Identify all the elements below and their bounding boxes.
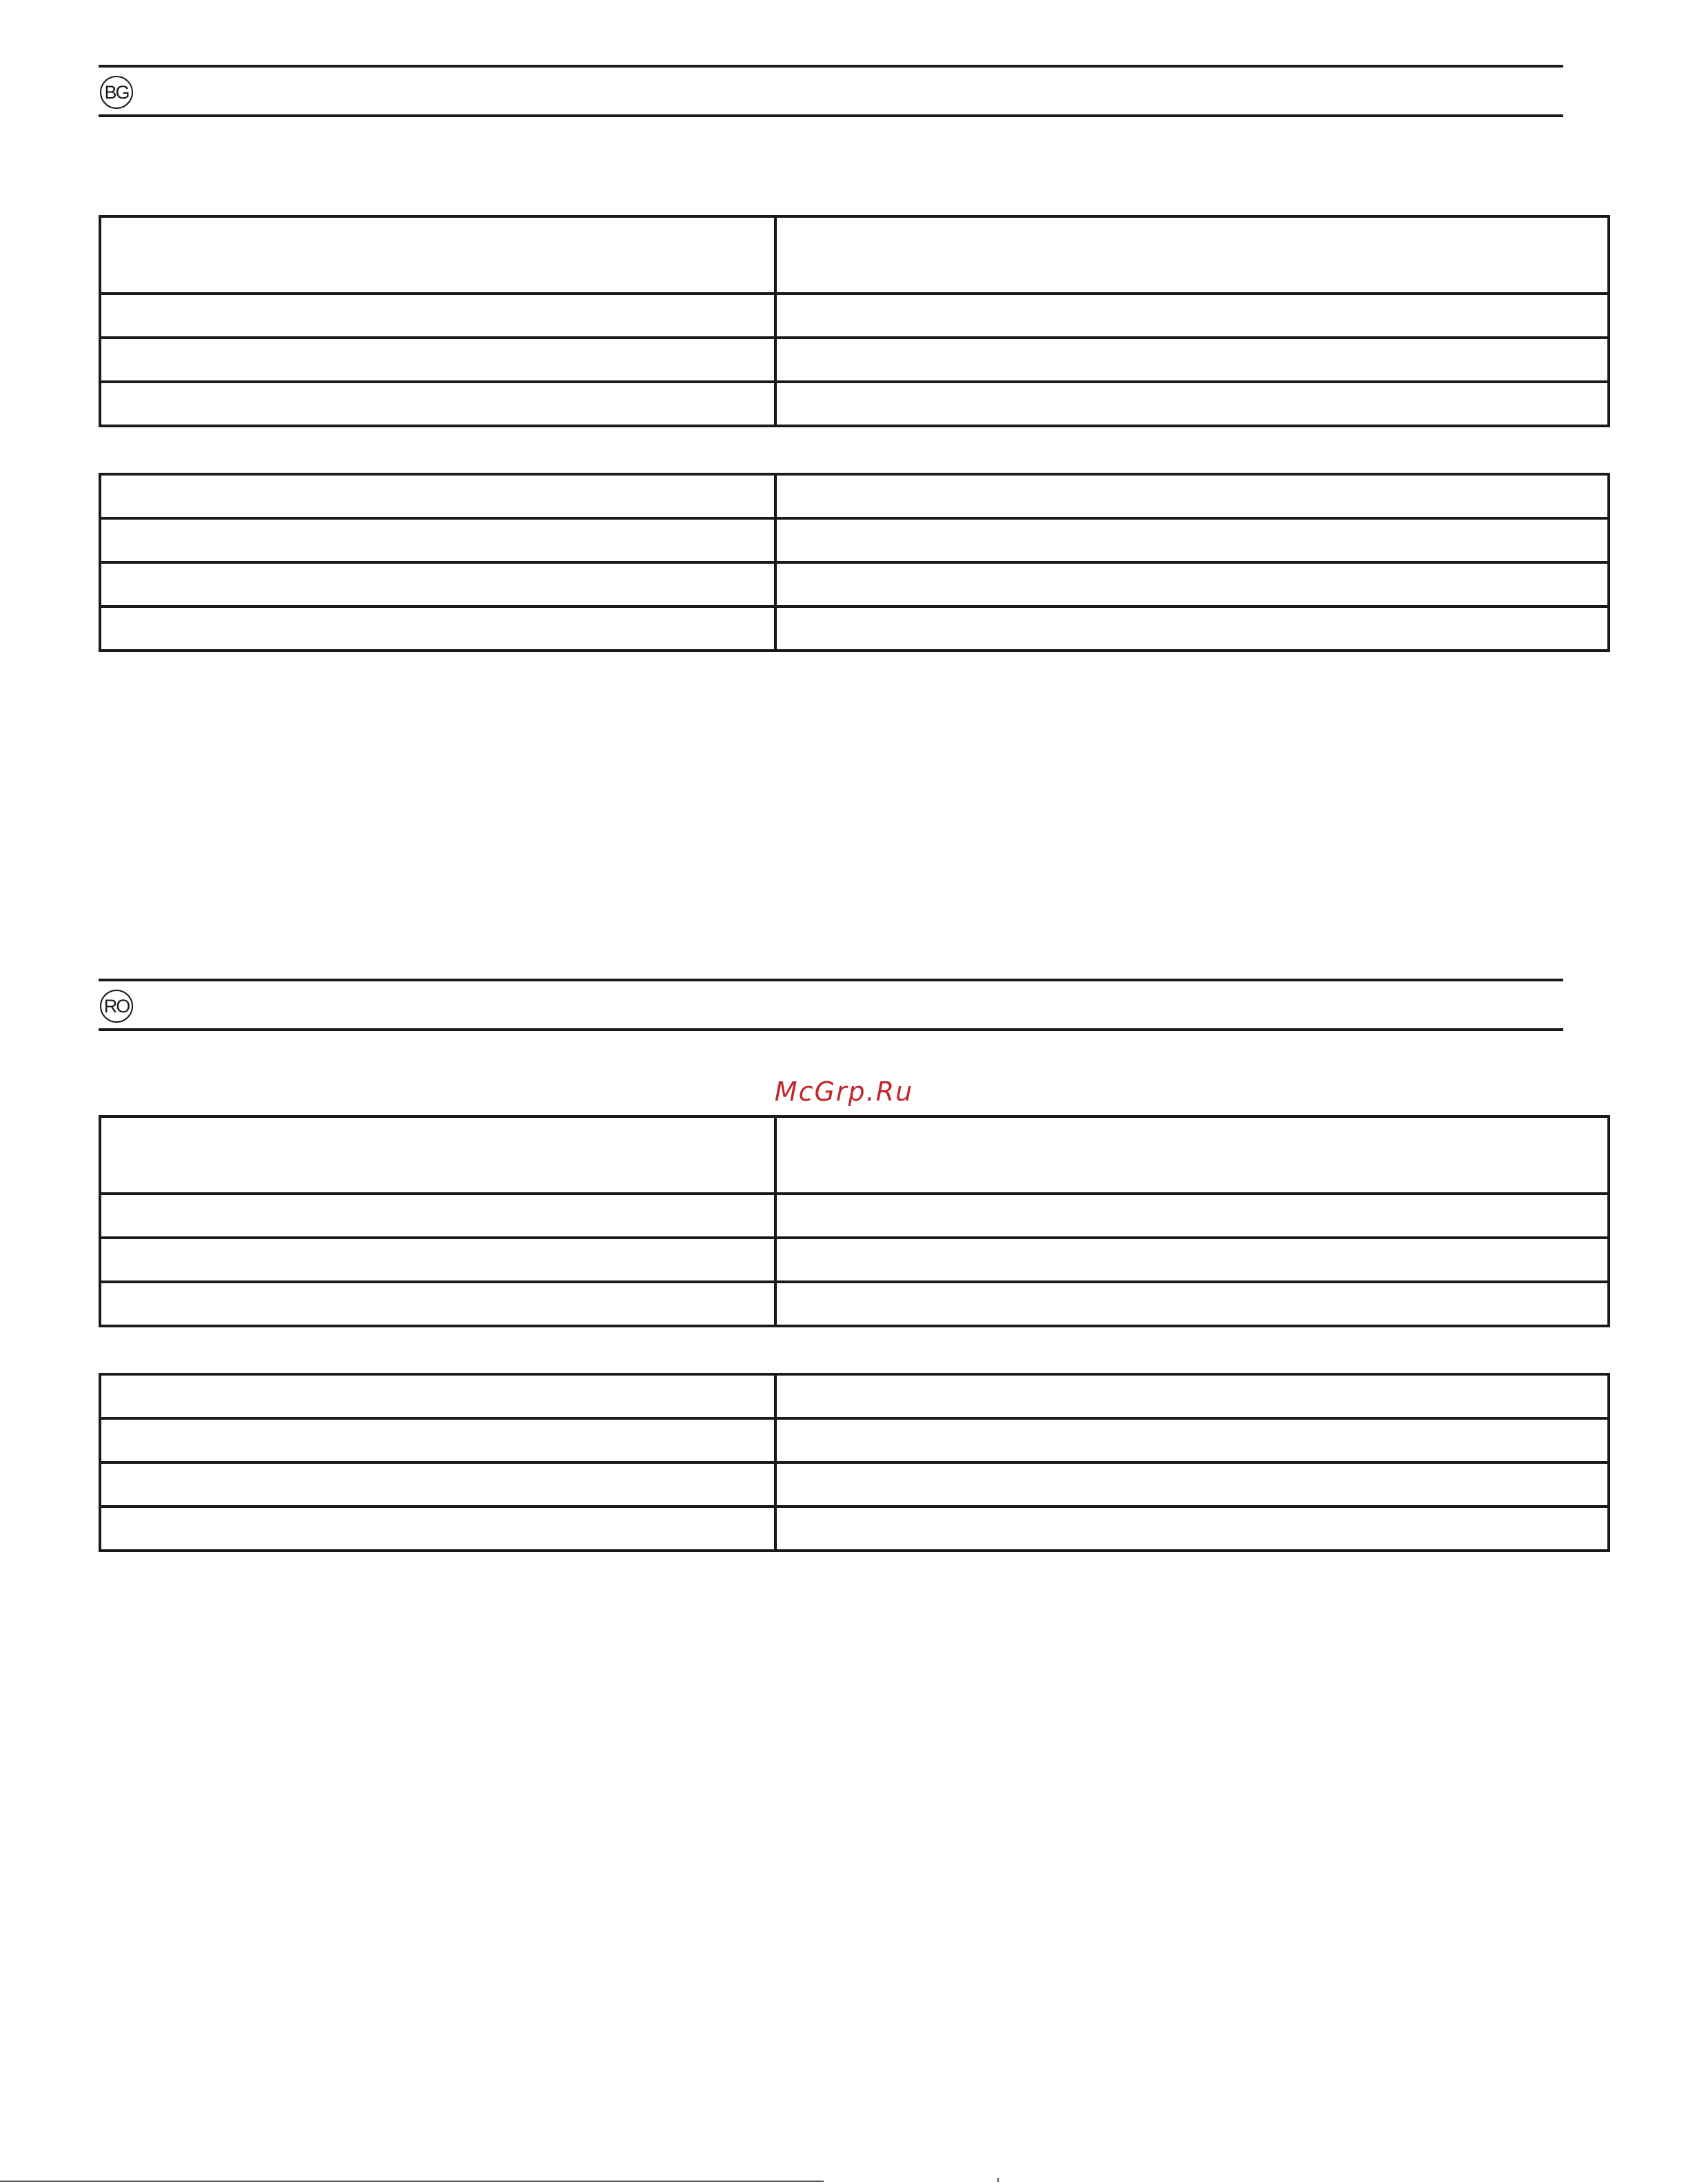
table-cell — [100, 1116, 775, 1194]
table-cell — [775, 474, 1609, 518]
table-cell — [100, 606, 775, 651]
table-cell — [775, 1238, 1609, 1282]
table-cell — [100, 1282, 775, 1326]
table-cell — [775, 518, 1609, 562]
table-row — [100, 606, 1609, 651]
table-cell — [775, 1418, 1609, 1462]
section-header-ro — [99, 979, 1563, 1031]
table-row — [100, 1462, 1609, 1507]
table-cell — [100, 294, 775, 338]
table-cell — [100, 1374, 775, 1418]
table-cell — [775, 606, 1609, 651]
table-row — [100, 562, 1609, 606]
table-cell — [775, 1507, 1609, 1551]
spec-table-bg-1 — [99, 215, 1610, 427]
watermark-text: McGrp.Ru — [774, 1076, 914, 1107]
table-cell — [775, 562, 1609, 606]
table-row — [100, 1418, 1609, 1462]
table-header-row — [100, 1116, 1609, 1194]
spec-table-ro-1 — [99, 1115, 1610, 1327]
table-cell — [775, 338, 1609, 382]
table-cell — [775, 1462, 1609, 1507]
table-cell — [100, 1418, 775, 1462]
table-row — [100, 338, 1609, 382]
table-cell — [100, 338, 775, 382]
section-ro — [99, 979, 1563, 1031]
spec-table-bg-2 — [99, 473, 1610, 652]
table-cell — [775, 216, 1609, 294]
table-cell — [775, 1194, 1609, 1238]
table-row — [100, 1507, 1609, 1551]
table-cell — [100, 1462, 775, 1507]
spec-table-ro-2 — [99, 1373, 1610, 1552]
section-bg — [99, 65, 1563, 117]
table-cell — [100, 382, 775, 426]
table-cell — [775, 1282, 1609, 1326]
table-cell — [100, 216, 775, 294]
table-cell — [100, 562, 775, 606]
table-row — [100, 1238, 1609, 1282]
table-cell — [775, 1374, 1609, 1418]
table-cell — [100, 1507, 775, 1551]
table-cell — [775, 1116, 1609, 1194]
section-header-bg — [99, 65, 1563, 117]
table-row — [100, 294, 1609, 338]
table-cell — [100, 518, 775, 562]
table-cell — [775, 382, 1609, 426]
footer-tick-mark — [997, 2178, 999, 2182]
language-badge-bg: BG — [100, 76, 133, 109]
table-row — [100, 1374, 1609, 1418]
table-row — [100, 382, 1609, 426]
table-cell — [100, 474, 775, 518]
table-cell — [100, 1194, 775, 1238]
table-cell — [100, 1238, 775, 1282]
table-row — [100, 1194, 1609, 1238]
table-row — [100, 474, 1609, 518]
table-row — [100, 1282, 1609, 1326]
language-badge-ro: RO — [100, 990, 133, 1023]
footer-rule — [0, 2181, 824, 2182]
table-row — [100, 518, 1609, 562]
table-header-row — [100, 216, 1609, 294]
table-cell — [775, 294, 1609, 338]
